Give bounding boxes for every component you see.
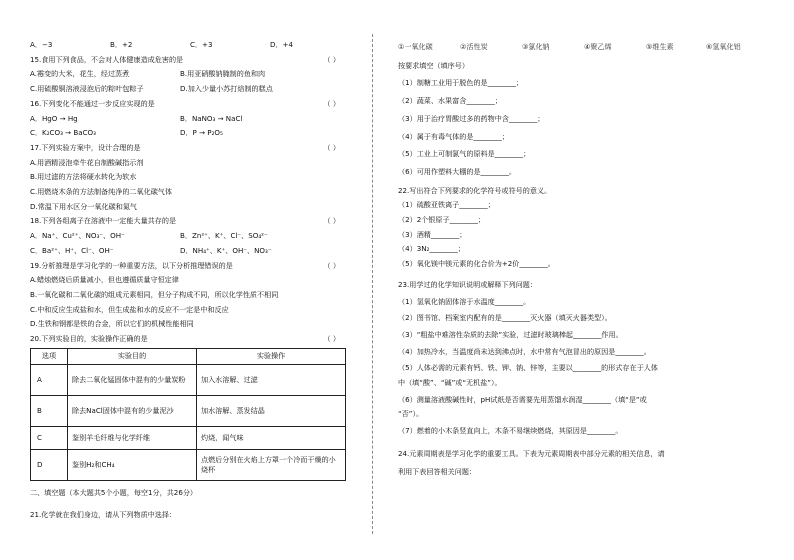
q23-item: （4）加热冷水，当温度尚未达到沸点时，水中常有气泡冒出的原因是________。 bbox=[398, 346, 651, 356]
q19-option-d: D.生铁和钢都是铁的合金，所以它们的机械性能相同 bbox=[30, 319, 194, 329]
q21-item: （3）用于治疗胃酸过多的药物中含________； bbox=[398, 113, 545, 123]
q21-item: （4）属于有毒气体的是________； bbox=[398, 131, 509, 141]
table-row bbox=[31, 449, 346, 480]
right-column bbox=[398, 40, 770, 479]
row-aim: 鉴别H₂和CH₄ bbox=[68, 449, 197, 480]
q23-stem: 23.用学过的化学知识说明或解释下列问题： bbox=[398, 279, 537, 289]
q16-stem bbox=[30, 97, 352, 112]
substance-item: ⑥氢氧化铝 bbox=[706, 42, 741, 51]
answer-paren: （ ） bbox=[323, 142, 340, 152]
q19-option-a: A.蜡烛燃烧后质量减小，但也遵循质量守恒定律 bbox=[30, 275, 179, 285]
q22-item: （3）酒精________； bbox=[398, 229, 467, 239]
q17-option-c: C.用燃烧木条的方法制备纯净的二氧化碳气体 bbox=[30, 187, 172, 197]
table-header-option: 选项 bbox=[31, 348, 68, 364]
row-option: D bbox=[31, 449, 68, 480]
q22-item: （5）氧化镁中镁元素的化合价为+2价________。 bbox=[398, 259, 555, 269]
q18-options-2 bbox=[30, 244, 352, 259]
q19-option-c: C.中和反应生成盐和水，但生成盐和水的反应不一定是中和反应 bbox=[30, 304, 229, 314]
q20-table bbox=[30, 348, 346, 481]
q24-stem-continued: 利用下表回答相关问题： bbox=[398, 466, 477, 476]
option-b: B.用亚硝酸钠腌制的鱼和肉 bbox=[180, 69, 266, 79]
substance-item: ⑤维生素 bbox=[646, 42, 674, 51]
option-c: C.用硫酸铜溶液浸泡后的粽叶包粽子 bbox=[30, 84, 144, 94]
question-text: 17.下列实验方案中，设计合理的是 bbox=[30, 142, 141, 152]
q23-item: （3）“粗盐中难溶性杂质的去除”实验，过滤时玻璃棒起________作用。 bbox=[398, 329, 623, 339]
q23-item: （1）氢氧化钠固体溶于水温度________。 bbox=[398, 296, 531, 306]
q18-stem bbox=[30, 214, 352, 229]
row-aim: 除去NaCl固体中混有的少量泥沙 bbox=[68, 395, 197, 426]
answer-paren: （ ） bbox=[323, 260, 340, 270]
column-divider bbox=[372, 34, 373, 534]
option-c: C．+3 bbox=[190, 40, 213, 49]
q19-stem bbox=[30, 259, 352, 274]
q15-options-2 bbox=[30, 82, 352, 97]
row-operation: 加入水溶解、过滤 bbox=[197, 364, 346, 395]
q23-item: （5）人体必需的元素有钙、铁、钾、钠、锌等，主要以________的形式存在于人体 bbox=[398, 363, 658, 373]
q22-item: （4）3N₂________； bbox=[398, 244, 465, 254]
q23-item: （2）图书馆、档案室内配有的是________灭火器（填灭火器类型）。 bbox=[398, 313, 612, 323]
q17-option-b: B.用过滤的方法将硬水转化为软水 bbox=[30, 172, 137, 182]
table-header-aim: 实验目的 bbox=[68, 348, 197, 364]
q14-options bbox=[30, 38, 352, 53]
section-heading: 二、填空题（本大题共5个小题，每空1分，共26分） bbox=[30, 487, 198, 497]
answer-paren: （ ） bbox=[323, 216, 340, 226]
option-d: D．NH₄⁺、K⁺、OH⁻、NO₃⁻ bbox=[180, 245, 272, 255]
answer-paren: （ ） bbox=[323, 54, 340, 64]
table-row bbox=[31, 395, 346, 426]
q15-stem bbox=[30, 53, 352, 68]
q22-item: （2）2个银原子________； bbox=[398, 215, 486, 225]
row-operation: 灼烧，闻气味 bbox=[197, 426, 346, 449]
option-a: A．HgO → Hg bbox=[30, 113, 78, 123]
q19-option-b: B.一氧化碳和二氧化碳的组成元素相同，但分子构成不同，所以化学性质不相同 bbox=[30, 289, 279, 299]
answer-paren: （ ） bbox=[323, 98, 340, 108]
q21-item: （5）工业上可制氯气的原料是________； bbox=[398, 149, 531, 159]
answer-paren: （ ） bbox=[323, 334, 340, 344]
option-d: D．P → P₂O₅ bbox=[180, 128, 223, 138]
row-aim: 鉴别羊毛纤维与化学纤维 bbox=[68, 426, 197, 449]
substance-item: ④聚乙烯 bbox=[584, 42, 612, 51]
question-text: 15.食用下列食品，不会对人体健康造成危害的是 bbox=[30, 54, 184, 64]
table-row bbox=[31, 426, 346, 449]
q23-item: （6）测量溶液酸碱性时，pH试纸是否需要先用蒸馏水润湿________（填“是”或 bbox=[398, 394, 647, 404]
q20-stem bbox=[30, 332, 352, 347]
row-option: B bbox=[31, 395, 68, 426]
q21-stem: 21.化学就在我们身边，请从下列物质中选择： bbox=[30, 509, 177, 519]
q17-stem bbox=[30, 141, 352, 156]
table-row bbox=[31, 364, 346, 395]
left-column bbox=[30, 38, 352, 522]
q23-item-continued: “否”）。 bbox=[398, 409, 424, 419]
q18-options-1 bbox=[30, 229, 352, 244]
option-b: B．Zn²⁺、K⁺、Cl⁻、SO₄²⁻ bbox=[180, 231, 268, 241]
q21-item: （6）可用作塑料大棚的是________。 bbox=[398, 166, 517, 176]
option-d: D．+4 bbox=[270, 40, 294, 49]
q21-item: （1）制糖工业用于脱色的是________； bbox=[398, 78, 524, 88]
q23-item: （7）燃着的小木条竖直向上，木条不易继续燃烧，其原因是________。 bbox=[398, 426, 623, 436]
q16-options-2 bbox=[30, 126, 352, 141]
substance-item: ③氯化钠 bbox=[522, 42, 550, 51]
row-aim: 除去二氧化锰固体中混有的少量炭粉 bbox=[68, 364, 197, 395]
option-c: C．K₂CO₃ → BaCO₃ bbox=[30, 128, 96, 138]
question-text: 18.下列各组离子在溶液中一定能大量共存的是 bbox=[30, 216, 177, 226]
q17-option-a: A.用酒精浸泡牵牛花自制酸碱指示剂 bbox=[30, 157, 144, 167]
q17-option-d: D.常温下用水区分一氧化碳和氮气 bbox=[30, 201, 138, 211]
option-a: A．Na⁺、Cu²⁺、NO₃⁻、OH⁻ bbox=[30, 231, 125, 241]
option-b: B．NaNO₃ → NaCl bbox=[180, 113, 243, 123]
option-c: C．Ba²⁺、H⁺、Cl⁻、OH⁻ bbox=[30, 245, 114, 255]
substance-item: ②活性炭 bbox=[460, 42, 488, 51]
option-d: D.加入少量小苏打焙制的糕点 bbox=[180, 84, 273, 94]
q23-item-continued: 中（填“酸”、“碱”或“无机盐”）。 bbox=[398, 378, 502, 388]
option-a: A.霉变的大米，花生，经过蒸煮 bbox=[30, 69, 130, 79]
substance-item: ①一氧化碳 bbox=[398, 42, 433, 51]
q15-options-1 bbox=[30, 67, 352, 82]
substance-list bbox=[398, 40, 770, 55]
q22-stem: 22.写出符合下列要求的化学符号或符号的意义。 bbox=[398, 185, 552, 195]
row-option: A bbox=[31, 364, 68, 395]
row-operation: 点燃后分别在火焰上方罩一个冷而干燥的小烧杯 bbox=[197, 449, 346, 480]
instruction-text: 按要求填空（填序号） bbox=[398, 60, 469, 70]
question-text: 16.下列变化不能通过一步反应实现的是 bbox=[30, 98, 155, 108]
option-b: B．+2 bbox=[110, 40, 133, 49]
question-text: 19.分析推理是学习化学的一种重要方法，以下分析推理错误的是 bbox=[30, 260, 233, 270]
q16-options-1 bbox=[30, 112, 352, 127]
question-text: 20.下列实验目的，实验操作正确的是 bbox=[30, 334, 148, 344]
q24-stem: 24.元素周期表是学习化学的重要工具。下表为元素周期表中部分元素的相关信息，请 bbox=[398, 448, 665, 458]
row-operation: 加水溶解、蒸发结晶 bbox=[197, 395, 346, 426]
option-a: A．−3 bbox=[30, 40, 53, 49]
table-header-operation: 实验操作 bbox=[197, 348, 346, 364]
q22-item: （1）硫酸亚铁离子________； bbox=[398, 200, 495, 210]
row-option: C bbox=[31, 426, 68, 449]
q21-item: （2）蔬菜、水果富含________； bbox=[398, 96, 502, 106]
